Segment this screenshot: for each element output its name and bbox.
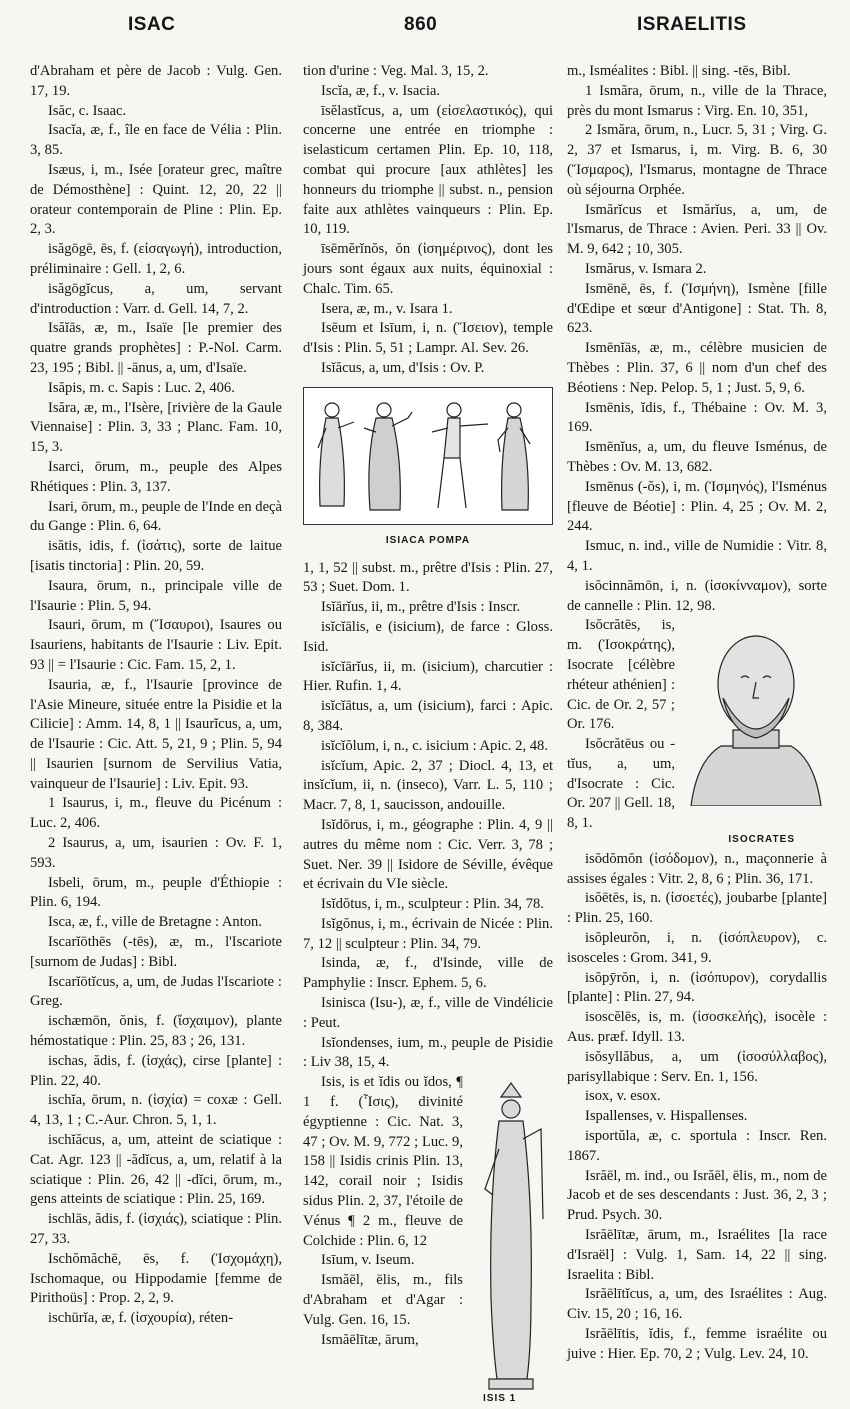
entry: Ischŏmăchē, ēs, f. (Ἰσχομάχη), Ischomaque, ou Hippodamie [femme de Pirithoüs] : Prop. 2, 2, 9. <box>30 1250 282 1307</box>
entry: Isinisca (Isu-), æ, f., ville de Vindélicie : Peut. <box>303 995 553 1031</box>
entry: ischæmōn, ŏnis, f. (ἴσχαιμον), plante hémostatique : Plin. 25, 83 ; 26, 131. <box>30 1013 282 1050</box>
entry: Ismărus, v. Ismara 2. <box>585 260 707 277</box>
entry: Iscarĭōtĭcus, a, um, de Judas l'Iscariote : Greg. <box>30 973 282 1010</box>
entry: Isăĭās, æ, m., Isaïe [le premier des quatre grands prophètes] : P.-Nol. Carm. 23, 195 ; Bibl. || -ānus, a, um, d'Isaïe. <box>30 320 282 376</box>
entry: Ismărĭcus et Ismărĭus, a, um, de l'Ismarus, de Thrace : Avien. Peri. 33 || Ov. M. 9, 642 ; 10, 305. <box>567 201 827 258</box>
header-last-entry: ISRAELITIS <box>637 14 747 35</box>
entry: Isĭăcus, a, um, d'Isis : Ov. P. <box>321 359 485 376</box>
entry: ischlās, ădis, f. (ἰσχιάς), sciatique : Plin. 27, 33. <box>30 1211 282 1248</box>
entry: 2 Ismăra, ōrum, n., Lucr. 5, 31 ; Virg. G. 2, 37 et Ismarus, i, m. Virg. B. 6, 30 (Ἴσμαρος), l'Ismarus, montagne de Thrace où séjourna Orphée. <box>567 122 827 198</box>
entry: Isĭdōrus, i, m., géographe : Plin. 4, 9 || autres du même nom : Cic. Verr. 3, 78 ; Suet. Ner. 39 || Isidore de Séville, évêque et écrivain du VIe siècle. <box>303 816 553 893</box>
entry: Isŏcrătēs, is, m. (Ἰσοκράτης), Isocrate [célèbre rhéteur athénien] : Cic. de Or. 2, 57 ; Or. 176. <box>567 617 675 733</box>
entry: isŏcinnămōn, i, n. (ἰσοκίνναμον), sorte de cannelle : Plin. 12, 98. <box>567 577 827 614</box>
entry: 2 Isaurus, a, um, isaurien : Ov. F. 1, 593. <box>30 835 282 871</box>
entry: Isinda, æ, f., d'Isinde, ville de Pamphylie : Inscr. Ephem. 5, 6. <box>303 955 553 992</box>
entry: Isēum et Isīum, i, n. (Ἴσειον), temple d'Isis : Plin. 5, 51 ; Lampr. Al. Sev. 26. <box>303 320 553 357</box>
entry: 1, 1, 52 || subst. m., prêtre d'Isis : Plin. 27, 53 ; Suet. Dom. 1. <box>303 559 553 596</box>
entry: ischas, ădis, f. (ἰσχάς), cirse [plante] : Plin. 22, 40. <box>30 1052 282 1089</box>
column-2 <box>303 62 553 1405</box>
entry: isĭcĭŏlum, i, n., c. isicium : Apic. 2, 48. <box>321 737 549 754</box>
entry: isportŭla, æ, c. sportula : Inscr. Ren. 1867. <box>567 1128 827 1164</box>
entry: Ismēnē, ēs, f. (Ἰσμήνη), Ismène [fille d'Œdipe et sœur d'Antigone] : Stat. Th. 8, 623. <box>567 280 827 337</box>
entry: ischĭăcus, a, um, atteint de sciatique : Cat. Agr. 123 || -ădĭcus, a, um, relatif à la sciatique : Plin. 26, 42 || -dĭci, ōrum, m., gens atteints de sciatique : Plin. 25, 169. <box>30 1132 282 1208</box>
entry: isĭcĭātus, a, um (isicium), farci : Apic. 8, 384. <box>303 698 553 734</box>
entry: Isrăēlītĭcus, a, um, des Israélites : Aug. Civ. 15, 20 ; 16, 16. <box>567 1286 827 1323</box>
entry: Ismēnis, ĭdis, f., Thébaine : Ov. M. 3, 169. <box>567 399 827 436</box>
page-number: 860 <box>404 14 438 35</box>
entry: Isacĭa, æ, f., île en face de Vélia : Plin. 3, 85. <box>30 122 282 159</box>
entry: Iscarĭōthēs (-tēs), æ, m., l'Iscariote [surnom de Judas] : Bibl. <box>30 934 282 970</box>
entry: Isăpis, m. c. Sapis : Luc. 2, 406. <box>48 379 235 396</box>
entry: Ismēnus (-ŏs), i, m. (Ἰσμηνός), l'Isménus [fleuve de Béotie] : Plin. 4, 25 ; Ov. M. 2, 244. <box>567 478 827 535</box>
entry: isăgōgĭcus, a, um, servant d'introduction : Varr. d. Gell. 14, 7, 2. <box>30 280 282 317</box>
entry: tion d'urine : Veg. Mal. 3, 15, 2. <box>303 63 489 79</box>
entry: Isæus, i, m., Isée [orateur grec, maître de Démosthène] : Quint. 12, 20, 22 || orateur contemporain de Pline : Plin. Ep. 2, 3. <box>30 161 282 238</box>
entry: Isăc, c. Isaac. <box>48 102 127 119</box>
entry: Isĭdŏtus, i, m., sculpteur : Plin. 34, 78. <box>321 896 544 913</box>
isocrates-bust-image <box>681 620 831 806</box>
entry: Isari, ōrum, m., peuple de l'Inde en deçà du Gange : Plin. 6, 64. <box>30 498 283 535</box>
entry: isĭcĭārĭus, ii, m. (isicium), charcutier : Hier. Rufin. 1, 4. <box>303 658 553 695</box>
entry: Isera, æ, m., v. Isara 1. <box>321 300 453 317</box>
procession-figures-image <box>304 388 551 522</box>
entry: Isăra, æ, m., l'Isère, [rivière de la Gaule Viennaise] : Plin. 3, 33 ; Planc. Fam. 10, 15, 3. <box>30 399 282 456</box>
entry: isătis, idis, f. (ἰσάτις), sorte de laitue [isatis tinctoria] : Plin. 20, 59. <box>30 538 282 574</box>
entry: isĭcĭālis, e (isicium), de farce : Gloss. Isid. <box>303 618 553 655</box>
entry: Isĭondenses, ium, m., peuple de Pisidie : Liv 38, 15, 4. <box>303 1034 553 1071</box>
entry: isĭcĭum, Apic. 2, 37 ; Diocl. 4, 13, et insĭcĭum, ii, n. (inseco), Varr. L. 5, 110 ; Macr. 7, 8, 1, saucisson, andouille. <box>303 757 553 814</box>
isis-statue-image <box>471 1079 551 1409</box>
column-1 <box>30 62 282 1329</box>
entry: Isarci, ōrum, m., peuple des Alpes Rhétiques : Plin. 3, 137. <box>30 458 282 495</box>
entry: Ispallenses, v. Hispallenses. <box>585 1108 748 1125</box>
entry: 1 Isaurus, i, m., fleuve du Picénum : Luc. 2, 406. <box>30 795 282 832</box>
entry: 1 Ismăra, ōrum, n., ville de la Thrace, près du mont Ismarus : Virg. En. 10, 351, <box>567 82 827 119</box>
entry: Isrăēlītæ, ārum, m., Israélites [la race d'Israël] : Vulg. 1, Sam. 14, 22 || sing. Israelita : Bibl. <box>567 1227 827 1283</box>
isiaca-pompa-illustration <box>303 387 553 525</box>
entry: Isŏcrătēus ou -tĭus, a, um, d'Isocrate : Cic. Or. 207 || Gell. 18, 8, 1. <box>567 736 675 832</box>
entry: Isbeli, ōrum, m., peuple d'Éthiopie : Plin. 6, 194. <box>30 874 282 911</box>
entry: isŏpȳrŏn, i, n. (ἰσόπυρον), corydallis [plante] : Plin. 27, 94. <box>567 969 827 1006</box>
entry: Isauria, æ, f., l'Isaurie [province de l'Asie Mineure, située entre la Pisidie et la Cilicie] : Amm. 14, 8, 1 || Isaurĭcus, a, um, de l'Isaurie : Cic. Att. 5, 21, 9 ; Plin. 5, 94 || Isaurien [surnom de Servilius Vatia, vainqueur de l'Isaurie] : Liv. Epit. 93. <box>30 676 282 792</box>
entry: Isrăēlītis, ĭdis, f., femme israélite ou juive : Hier. Ep. 70, 2 ; Vulg. Lev. 24, 10. <box>567 1326 827 1362</box>
entry: isŏētēs, is, n. (ἰσοετές), joubarbe [plante] : Plin. 25, 160. <box>567 890 827 927</box>
entry: Isaura, ōrum, n., principale ville de l'Isaurie : Plin. 5, 94. <box>30 577 282 614</box>
entry: isŏsyllăbus, a, um (ἰσοσύλλαβος), parisyllabique : Serv. En. 1, 156. <box>567 1048 827 1085</box>
entry: isŏdŏmŏn (ἰσόδομον), n., maçonnerie à assises égales : Vitr. 2, 8, 6 ; Plin. 36, 171. <box>567 850 827 887</box>
entry: Isĭārĭus, ii, m., prêtre d'Isis : Inscr. <box>321 599 521 616</box>
entry: Ismuc, n. ind., ville de Numidie : Vitr. 8, 4, 1. <box>567 538 827 574</box>
figure-caption: ISIS 1 <box>483 1393 517 1405</box>
entry: Isrăēl, m. ind., ou Isrăēl, ēlis, m., nom de Jacob et de ses descendants : Just. 36, 2, 3 ; Prud. Psych. 30. <box>567 1167 827 1224</box>
header-first-entry: ISAC <box>128 14 176 35</box>
isis-section <box>303 1073 553 1405</box>
page-header <box>0 14 850 44</box>
entry: Ismēnĭās, æ, m., célèbre musicien de Thèbes : Plin. 37, 6 || nom d'un chef des Béotiens : Nep. Pelop. 5, 1 ; Just. 5, 9, 6. <box>567 340 827 396</box>
entry: isŏpleurŏn, i, n. (ἰσόπλευρον), c. isosceles : Grom. 341, 9. <box>567 930 827 966</box>
entry: m., Isméalites : Bibl. || sing. -tēs, Bibl. <box>567 63 791 79</box>
entry: Ismēnĭus, a, um, du fleuve Isménus, de Thèbes : Ov. M. 13, 682. <box>567 439 827 475</box>
entry: Ismăēlītæ, ārum, <box>321 1331 419 1348</box>
entry: isoscĕlēs, is, m. (ἰσοσκελής), isocèle : Aus. præf. Idyll. 13. <box>567 1009 827 1046</box>
column-3 <box>567 62 827 1365</box>
entry: Iscĭa, æ, f., v. Isacia. <box>321 82 441 99</box>
figure-caption: ISIACA POMPA <box>385 534 471 546</box>
entry: Isauri, ōrum, m (Ἴσαυροι), Isaures ou Isauriens, habitants de l'Isaurie : Liv. Epit. 93 || = l'Isaurie : Cic. Fam. 15, 2, 1. <box>30 617 282 673</box>
entry: ischūrĭa, æ, f. (ἰσχουρία), réten- <box>48 1310 234 1327</box>
entry: isăgōgē, ēs, f. (εἰσαγωγή), introduction, préliminaire : Gell. 1, 2, 6. <box>30 241 282 277</box>
entry: Isis, is et ĭdis ou ĭdos, ¶ 1 f. (Ἶσις), divinité égyptienne : Cic. Nat. 3, 47 ; Ov. M. 9, 772 ; Luc. 9, 158 || Isidis crinis Plin. 13, 142, corail noir ; Isidis sidus Plin. 2, 37, l'étoile de Vénus ¶ 2 m., fleuve de Colchide : Plin. 6, 12 <box>303 1074 463 1249</box>
entry: Ismăēl, ēlis, m., fils d'Abraham et d'Agar : Vulg. Gen. 16, 15. <box>303 1272 463 1328</box>
entry: īsĕlastĭcus, a, um (εἰσελαστικός), qui concerne une entrée en triomphe : iselasticum certamen Plin. Ep. 10, 118, combat qui procure [aux athlètes] les honneurs du triomphe || subst. n., pension faite aux athlètes vainqueurs : Plin. Ep. 10, 119. <box>303 102 553 238</box>
figure-caption: ISOCRATES <box>728 834 795 846</box>
entry: īsēmĕrĭnŏs, ŏn (ἰσημέρινος), dont les jours sont égaux aux nuits, équinoxial : Chalc. Tim. 65. <box>303 241 553 297</box>
entry: Isĭgŏnus, i, m., écrivain de Nicée : Plin. 7, 12 || sculpteur : Plin. 34, 79. <box>303 915 553 952</box>
entry: isox, v. esox. <box>585 1088 661 1105</box>
entry: d'Abraham et père de Jacob : Vulg. Gen. 17, 19. <box>30 63 282 99</box>
entry: Isca, æ, f., ville de Bretagne : Anton. <box>48 914 262 931</box>
entry: Isīum, v. Iseum. <box>321 1252 415 1269</box>
entry: ischĭa, ōrum, n. (ἰσχία) = coxæ : Gell. 4, 13, 1 ; C.-Aur. Chron. 5, 1, 1. <box>30 1092 282 1129</box>
